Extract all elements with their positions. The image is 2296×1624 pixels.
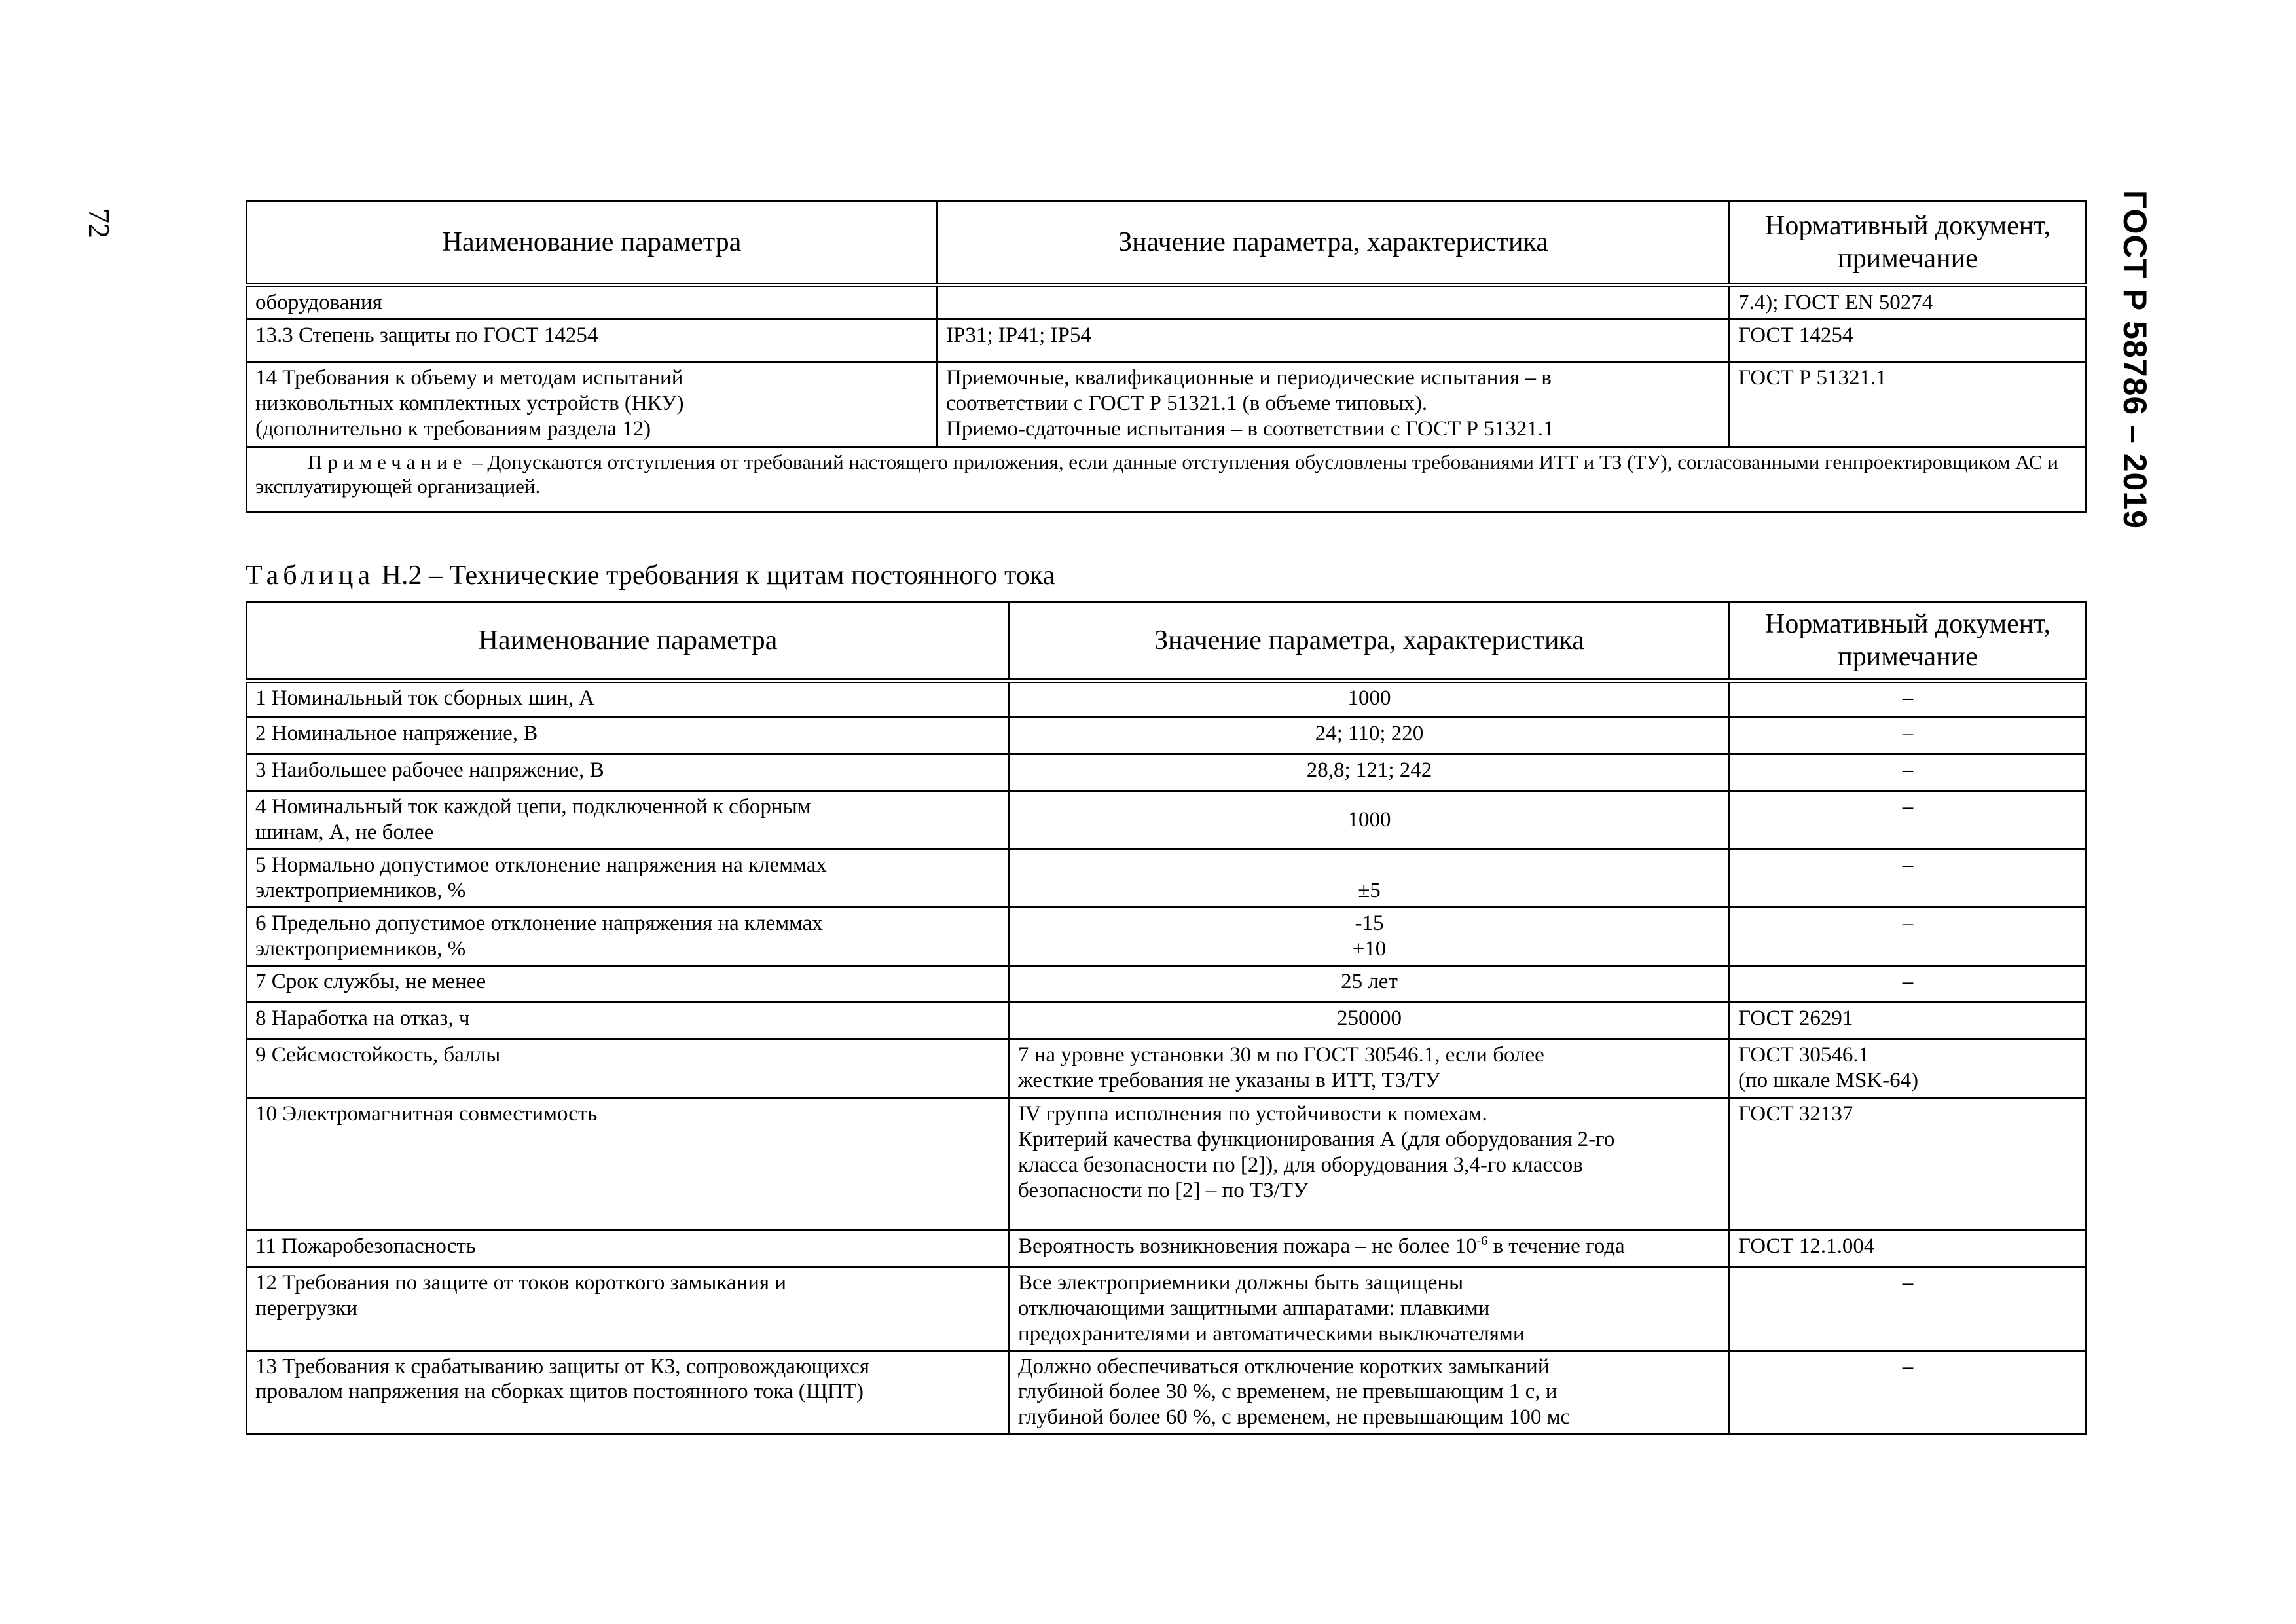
cell-doc: – <box>1730 849 2086 907</box>
cell-param: 5 Нормально допустимое отклонение напряжения на клеммах электроприемников, % <box>247 849 1010 907</box>
cell-doc: ГОСТ 30546.1 (по шкале MSK-64) <box>1730 1039 2086 1098</box>
cell-value: 25 лет <box>1010 965 1730 1002</box>
cell-value <box>938 286 1730 320</box>
cell-doc: ГОСТ 26291 <box>1730 1002 2086 1039</box>
table-row <box>247 849 2086 907</box>
cell-value: Должно обеспечиваться отключение коротких замыканий глубиной более 30 %, с временем, не превышающим 1 с, и глубиной более 60 %, с временем, не превышающим 100 мс <box>1010 1350 1730 1434</box>
header-doc: Нормативный документ, примечание <box>1730 202 2086 286</box>
table-row <box>247 1002 2086 1039</box>
cell-param: 8 Наработка на отказ, ч <box>247 1002 1010 1039</box>
cell-value <box>1010 1230 1730 1266</box>
table-row <box>247 286 2086 320</box>
caption-prefix: Таблица <box>246 561 375 591</box>
header-param: Наименование параметра <box>247 202 938 286</box>
fire-probability-exponent: -6 <box>1476 1233 1488 1248</box>
cell-param: 12 Требования по защите от токов короткого замыкания и перегрузки <box>247 1266 1010 1350</box>
table-row <box>247 361 2086 447</box>
cell-param: 14 Требования к объему и методам испытаний низковольтных комплектных устройств (НКУ) (дополнительно к требованиям раздела 12) <box>247 361 938 447</box>
cell-doc: – <box>1730 907 2086 965</box>
header-value: Значение параметра, характеристика <box>938 202 1730 286</box>
fire-probability-period: в течение года <box>1487 1234 1625 1258</box>
header-param: Наименование параметра <box>247 602 1010 681</box>
table-row <box>247 1350 2086 1434</box>
cell-value: 24; 110; 220 <box>1010 718 1730 754</box>
cell-doc: 7.4); ГОСТ EN 50274 <box>1730 286 2086 320</box>
note-cell <box>247 447 2086 512</box>
cell-value: IP31; IP41; IP54 <box>938 319 1730 361</box>
table-row <box>247 319 2086 361</box>
cell-param: 6 Предельно допустимое отклонение напряжения на клеммах электроприемников, % <box>247 907 1010 965</box>
standard-designation: ГОСТ Р 58786 – 2019 <box>2117 190 2153 529</box>
table-row <box>247 681 2086 718</box>
table-row <box>247 718 2086 754</box>
cell-param: 9 Сейсмостойкость, баллы <box>247 1039 1010 1098</box>
cell-value: 7 на уровне установки 30 м по ГОСТ 30546.1, если более жесткие требования не указаны в ИТТ, ТЗ/ТУ <box>1010 1039 1730 1098</box>
table-row <box>247 1039 2086 1098</box>
note-row <box>247 447 2086 512</box>
table-header-row <box>247 202 2086 286</box>
cell-doc: – <box>1730 791 2086 849</box>
header-doc: Нормативный документ, примечание <box>1730 602 2086 681</box>
table-caption <box>246 560 1055 591</box>
cell-value: IV группа исполнения по устойчивости к помехам. Критерий качества функционирования А (для оборудования 2-го класса безопасности по [2]), для оборудования 3,4-го классов безопасности по [2] – по ТЗ/ТУ <box>1010 1098 1730 1230</box>
dc-switchboard-table <box>246 601 2087 1435</box>
fire-probability-text: Вероятность возникновения пожара – не более 10 <box>1018 1234 1477 1258</box>
cell-doc: – <box>1730 681 2086 718</box>
table-row <box>247 1266 2086 1350</box>
cell-value: 28,8; 121; 242 <box>1010 754 1730 791</box>
cell-doc: – <box>1730 754 2086 791</box>
cell-param: 13 Требования к срабатыванию защиты от КЗ, сопровождающихся провалом напряжения на сборках щитов постоянного тока (ЩПТ) <box>247 1350 1010 1434</box>
table-header-row <box>247 602 2086 681</box>
table-row <box>247 965 2086 1002</box>
cell-param: 3 Наибольшее рабочее напряжение, В <box>247 754 1010 791</box>
note-text: – Допускаются отступления от требований настоящего приложения, если данные отступления обусловлены требованиями ИТТ и ТЗ (ТУ), согласованными генпроектировщиком АС и эксплуатирующей организацией. <box>255 450 2058 498</box>
table-row <box>247 791 2086 849</box>
cell-doc: ГОСТ 14254 <box>1730 319 2086 361</box>
cell-param: оборудования <box>247 286 938 320</box>
note-label: Примечание <box>308 450 467 473</box>
table-row <box>247 1230 2086 1266</box>
cell-value: -15 +10 <box>1010 907 1730 965</box>
cell-doc: – <box>1730 1266 2086 1350</box>
continuation-table <box>246 200 2087 513</box>
caption-text: Н.2 – Технические требования к щитам постоянного тока <box>374 561 1055 591</box>
cell-value: Все электроприемники должны быть защищены отключающими защитными аппаратами: плавкими предохранителями и автоматическими выключателями <box>1010 1266 1730 1350</box>
cell-param: 1 Номинальный ток сборных шин, А <box>247 681 1010 718</box>
cell-doc: – <box>1730 1350 2086 1434</box>
page-number: 72 <box>82 208 116 238</box>
table-row <box>247 1098 2086 1230</box>
cell-param: 4 Номинальный ток каждой цепи, подключенной к сборным шинам, А, не более <box>247 791 1010 849</box>
table-row <box>247 754 2086 791</box>
header-value: Значение параметра, характеристика <box>1010 602 1730 681</box>
cell-doc: ГОСТ 32137 <box>1730 1098 2086 1230</box>
cell-value: 1000 <box>1010 681 1730 718</box>
cell-param: 7 Срок службы, не менее <box>247 965 1010 1002</box>
table-row <box>247 907 2086 965</box>
cell-value: 250000 <box>1010 1002 1730 1039</box>
cell-param: 11 Пожаробезопасность <box>247 1230 1010 1266</box>
cell-value: ±5 <box>1010 849 1730 907</box>
cell-doc: ГОСТ 12.1.004 <box>1730 1230 2086 1266</box>
cell-param: 2 Номинальное напряжение, В <box>247 718 1010 754</box>
cell-value: Приемочные, квалификационные и периодические испытания – в соответствии с ГОСТ Р 51321.1 (в объеме типовых). Приемо-сдаточные испытания – в соответствии с ГОСТ Р 51321.1 <box>938 361 1730 447</box>
cell-param: 10 Электромагнитная совместимость <box>247 1098 1010 1230</box>
cell-doc: – <box>1730 965 2086 1002</box>
cell-doc: ГОСТ Р 51321.1 <box>1730 361 2086 447</box>
cell-value: 1000 <box>1010 791 1730 849</box>
cell-doc: – <box>1730 718 2086 754</box>
cell-param: 13.3 Степень защиты по ГОСТ 14254 <box>247 319 938 361</box>
